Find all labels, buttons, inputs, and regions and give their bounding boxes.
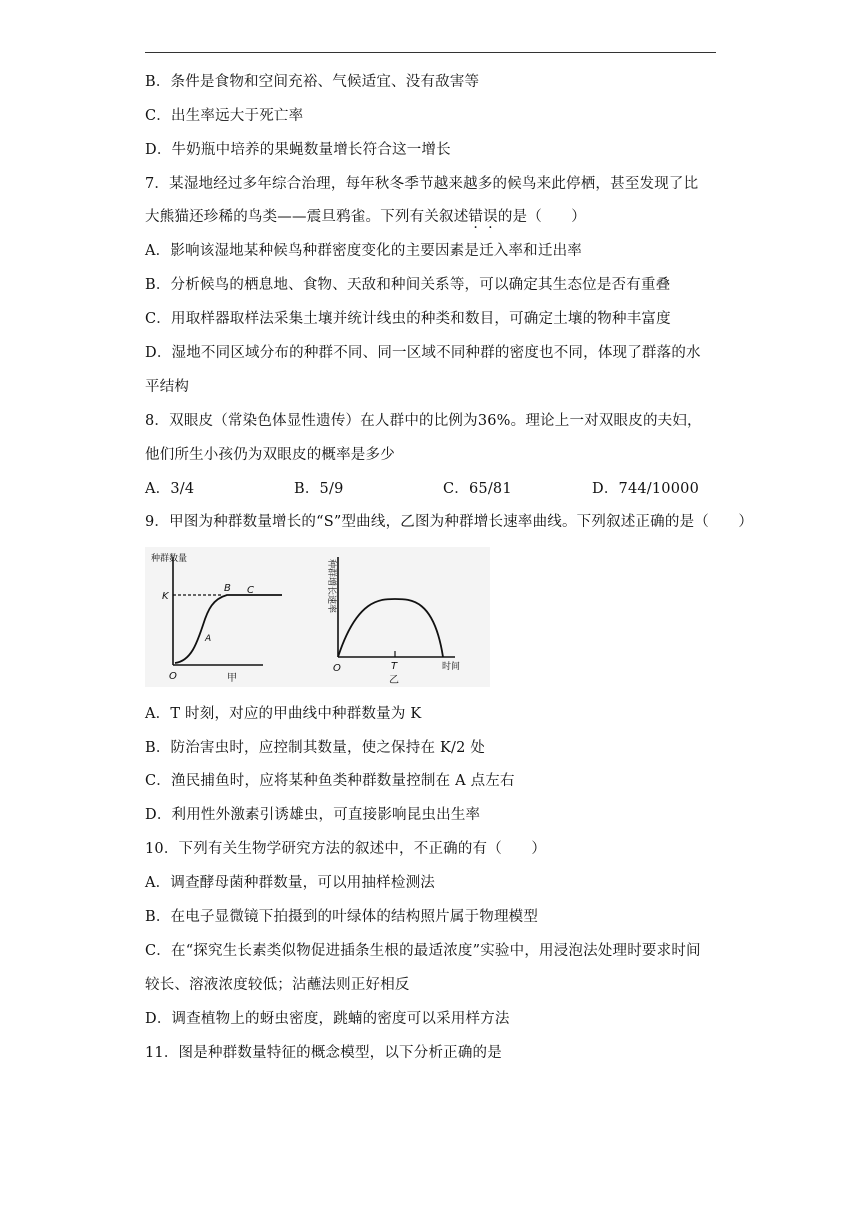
left-x-label: 甲: [227, 673, 237, 684]
question-7-line-1: 7．某湿地经过多年综合治理，每年秋冬季节越来越多的候鸟来此停栖，甚至发现了比: [145, 176, 699, 192]
emphasis-char-1: 错: [468, 209, 484, 225]
growth-rate-chart: [326, 557, 460, 686]
question-11: 11．图是种群数量特征的概念模型，以下分析正确的是: [145, 1045, 502, 1061]
k-label: K: [162, 591, 169, 602]
right-origin-label: O: [333, 663, 341, 674]
q7-option-c: C．用取样器取样法采集土壤并统计线虫的种类和数目，可确定土壤的物种丰富度: [145, 311, 671, 327]
header-rule: [145, 52, 716, 53]
question-8-line-1: 8．双眼皮（常染色体显性遗传）在人群中的比例为36%。理论上一对双眼皮的夫妇，: [145, 413, 702, 429]
left-origin-label: O: [169, 671, 177, 682]
point-c-label: C: [247, 585, 254, 596]
time-axis-label: 时间: [442, 662, 461, 672]
q8-option-a: A．3/4: [145, 481, 195, 497]
right-x-label: 乙: [389, 675, 399, 686]
point-b-label: B: [224, 583, 231, 594]
q10-option-c-line-2: 较长、溶液浓度较低；沾蘸法则正好相反: [145, 977, 410, 993]
q10-option-d: D．调查植物上的蚜虫密度，跳蝻的密度可以采用样方法: [145, 1011, 510, 1027]
option-b-line: B．条件是食物和空间充裕、气候适宜、没有敌害等: [145, 74, 480, 90]
point-a-label: A: [205, 634, 212, 644]
t-label: T: [391, 661, 398, 672]
q8-option-b: B．5/9: [294, 481, 344, 497]
q9-option-c: C．渔民捕鱼时，应将某种鱼类种群数量控制在 A 点左右: [145, 773, 515, 789]
q9-option-a: A．T 时刻，对应的甲曲线中种群数量为 K: [145, 706, 422, 722]
question-8-line-2: 他们所生小孩仍为双眼皮的概率是多少: [145, 447, 395, 463]
q8-option-d: D．744/10000: [592, 481, 700, 497]
option-d-line: D．牛奶瓶中培养的果蝇数量增长符合这一增长: [145, 142, 451, 158]
emphasis-char-2: 误: [483, 209, 498, 225]
growth-rate-y-label: 种群增长速率: [326, 559, 336, 614]
q9-option-d: D．利用性外激素引诱雄虫，可直接影响昆虫出生率: [145, 807, 481, 823]
q8-options: [145, 479, 716, 499]
question-7-line-2: [145, 207, 586, 227]
q10-option-c-line-1: C．在“探究生长素类似物促进插条生根的最适浓度”实验中，用浸泡法处理时要求时间: [145, 943, 701, 959]
question-7-blank: 的是（ ）: [497, 209, 587, 225]
q7-option-d-line-2: 平结构: [145, 379, 190, 395]
question-9: 9．甲图为种群数量增长的“S”型曲线，乙图为种群增长速率曲线。下列叙述正确的是（ ）: [145, 514, 754, 530]
question-7-text: 大熊猫还珍稀的鸟类——震旦鸦雀。下列有关叙述: [145, 209, 469, 225]
question-10: 10．下列有关生物学研究方法的叙述中，不正确的有（ ）: [145, 841, 547, 857]
s-curve-y-label: 种群数量: [151, 554, 188, 564]
q8-option-c: C．65/81: [443, 481, 512, 497]
q9-option-b: B．防治害虫时，应控制其数量，使之保持在 K/2 处: [145, 740, 486, 756]
q7-option-b: B．分析候鸟的栖息地、食物、天敌和种间关系等，可以确定其生态位是否有重叠: [145, 277, 671, 293]
q10-option-b: B．在电子显微镜下拍摄到的叶绿体的结构照片属于物理模型: [145, 909, 539, 925]
option-c-line: C．出生率远大于死亡率: [145, 108, 304, 124]
s-curve-chart: [151, 552, 282, 684]
q7-option-a: A．影响该湿地某种候鸟种群密度变化的主要因素是迁入率和迁出率: [145, 243, 582, 259]
q7-option-d-line-1: D．湿地不同区域分布的种群不同、同一区域不同种群的密度也不同，体现了群落的水: [145, 345, 701, 361]
q10-option-a: A．调查酵母菌种群数量，可以用抽样检测法: [145, 875, 435, 891]
population-curves-figure: [145, 547, 490, 687]
